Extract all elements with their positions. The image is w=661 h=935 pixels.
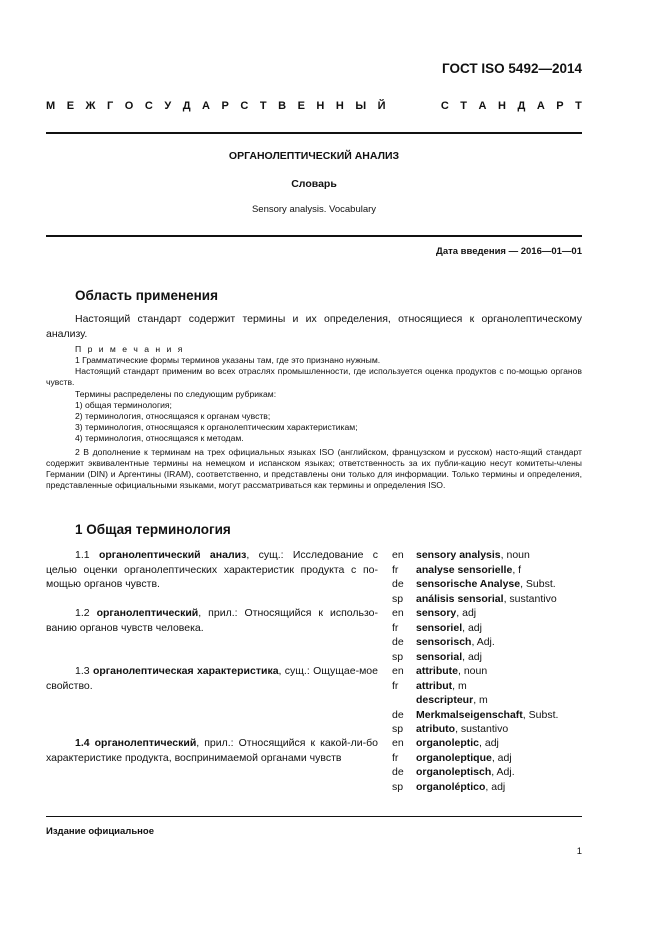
term-number: 1.2 — [75, 607, 90, 619]
term-equivalents — [392, 736, 515, 794]
equivalent-row — [392, 751, 515, 766]
equivalent-row — [392, 722, 558, 737]
term-name: органолептический — [96, 607, 199, 619]
grammar-note: , adj — [456, 607, 477, 619]
grammar-note: , m — [452, 679, 467, 692]
term-number: 1.1 — [75, 549, 90, 561]
notes-title: П р и м е ч а н и я — [75, 344, 185, 354]
grammar-note: , adj — [462, 621, 482, 634]
grammar-note: , Adj. — [471, 636, 495, 648]
banner-gap — [412, 100, 415, 112]
language-code: sp — [392, 723, 404, 735]
english-title: Sensory analysis. Vocabulary — [251, 204, 377, 215]
term-name: органолептический — [94, 737, 197, 749]
term-definition — [46, 736, 378, 765]
document-subtitle: Словарь — [291, 178, 337, 190]
equivalent-term: sensoriel — [416, 621, 463, 634]
equivalent-term: Merkmalseigenschaft — [416, 708, 523, 721]
interstate-standard-banner — [46, 100, 582, 112]
banner-gap — [397, 100, 400, 112]
equivalent-row — [392, 650, 495, 665]
term-equivalents — [392, 664, 558, 737]
term-text: , сущ.: Исследование с целью оценки органолептических характеристик продукта с по-мощью органов чувств. — [46, 549, 379, 590]
equivalent-row — [392, 548, 557, 563]
equivalent-term: organoleptisch — [416, 766, 492, 778]
banner-letter: Н — [498, 100, 506, 112]
banner-letter: Т — [575, 100, 582, 112]
equivalent-term: sensory — [416, 607, 457, 619]
banner-letter: Г — [107, 100, 114, 112]
equivalent-row — [392, 736, 515, 751]
effective-date: Дата введения — 2016—01—01 — [436, 246, 582, 257]
note-line: 1) общая терминология; — [75, 400, 172, 410]
grammar-note: , noun — [500, 549, 530, 561]
footer-rule — [46, 816, 582, 817]
equivalent-row — [392, 693, 558, 708]
equivalent-row — [392, 679, 558, 694]
equivalent-term: sensorisch — [416, 636, 472, 648]
section-heading: 1 Общая терминология — [75, 522, 231, 537]
language-code: fr — [392, 621, 399, 634]
title-rule — [46, 235, 582, 237]
header-rule — [46, 132, 582, 134]
banner-letter: А — [478, 100, 487, 112]
grammar-note: , adj — [485, 780, 506, 793]
note-line: 4) терминология, относящаяся к методам. — [75, 433, 244, 443]
language-code: de — [392, 708, 404, 721]
banner-letter: Е — [66, 100, 75, 112]
banner-letter: Й — [377, 100, 386, 112]
language-code: en — [392, 607, 404, 619]
grammar-note: , m — [473, 694, 488, 706]
equivalent-term: organoleptic — [416, 737, 480, 749]
language-code — [392, 693, 416, 708]
language-code: sp — [392, 650, 404, 663]
banner-letter: С — [240, 100, 249, 112]
equivalent-term: attribut — [416, 679, 453, 692]
banner-letter: Н — [316, 100, 325, 112]
equivalent-term: sensory analysis — [416, 549, 501, 561]
equivalent-term: attribute — [416, 665, 458, 677]
note-line: 2 В дополнение к терминам на трех официальных языках ISO (английском, французском и русском) насто-ящий стандарт содержит эквивалентные термины на немецком и испанском языках; ответственность за их публи-кацию несут комитеты-члены Германии (DIN) и Аргентины (IRAM), соответственно, и представлены они только для информации. Только термины и определения, представленные официальными языками, могут рассматриваться как термины и определения ISO. — [46, 447, 582, 490]
equivalent-row — [392, 664, 558, 679]
grammar-note: , Subst. — [522, 708, 559, 721]
language-code: sp — [392, 592, 404, 605]
term-name: органолептический анализ — [98, 549, 247, 561]
banner-letter: Д — [517, 100, 526, 112]
term-name: органолептическая характеристика — [92, 665, 279, 677]
document-title: ОРГАНОЛЕПТИЧЕСКИЙ АНАЛИЗ — [228, 150, 400, 162]
term-text: , сущ.: Ощущае-мое свойство. — [46, 665, 378, 692]
banner-letter: Ы — [355, 100, 367, 112]
term-definition — [46, 548, 378, 592]
term-definition — [46, 664, 378, 693]
language-code: en — [392, 665, 404, 677]
equivalent-row — [392, 592, 557, 607]
scope-heading: Область применения — [75, 288, 218, 303]
equivalent-row — [392, 780, 515, 795]
equivalent-term: atributo — [416, 723, 456, 735]
grammar-note: , Adj. — [491, 766, 515, 778]
note-line: Настоящий стандарт применим во всех отраслях промышленности, где используется оценка продуктов с по-мощью органов чувств. — [46, 366, 582, 387]
equivalent-row — [392, 621, 495, 636]
banner-letter: В — [278, 100, 287, 112]
equivalent-term: sensorische Analyse — [416, 578, 521, 590]
grammar-note: , Subst. — [520, 578, 556, 590]
term-number: 1.3 — [75, 665, 90, 677]
note-line: 2) терминология, относящаяся к органам чувств; — [75, 411, 271, 421]
equivalent-row — [392, 635, 495, 650]
grammar-note: , sustantivo — [455, 723, 509, 735]
language-code: fr — [392, 751, 399, 764]
equivalent-row — [392, 765, 515, 780]
equivalent-row — [392, 708, 558, 723]
language-code: de — [392, 766, 404, 778]
language-code: de — [392, 578, 404, 590]
equivalent-term: descripteur — [416, 694, 474, 706]
grammar-note: , adj — [491, 751, 512, 764]
term-definition — [46, 606, 378, 635]
banner-letter: Т — [259, 100, 267, 112]
language-code: fr — [392, 563, 399, 576]
note-line: 1 Грамматические формы терминов указаны там, где это признано нужным. — [75, 355, 381, 365]
grammar-note: , adj — [479, 737, 499, 749]
language-code: de — [392, 636, 404, 648]
grammar-note: , adj — [462, 650, 482, 663]
banner-letter: Р — [221, 100, 229, 112]
banner-letter: А — [202, 100, 210, 112]
term-text: , прил.: Относящийся к какой-ли-бо характеристике продукта, воспринимаемой органами чувств — [46, 737, 379, 764]
language-code: sp — [392, 780, 404, 793]
banner-letter: О — [124, 100, 134, 112]
term-equivalents — [392, 606, 495, 664]
language-code: fr — [392, 679, 399, 692]
banner-letter: Н — [335, 100, 344, 112]
banner-letter: Д — [182, 100, 191, 112]
note-line: 3) терминология, относящаяся к органолептическим характеристикам; — [75, 422, 358, 432]
equivalent-term: analyse sensorielle — [416, 563, 513, 576]
banner-letter: У — [164, 100, 172, 112]
banner-letter: Р — [556, 100, 564, 112]
scope-paragraph: Настоящий стандарт содержит термины и их определения, относящиеся к органолептическому анализу. — [46, 313, 582, 340]
language-code: en — [392, 549, 404, 561]
banner-letter: М — [46, 100, 56, 112]
equivalent-term: organoleptique — [416, 751, 492, 764]
equivalent-term: análisis sensorial — [416, 592, 504, 605]
banner-gap — [426, 100, 429, 112]
banner-letter: А — [536, 100, 545, 112]
banner-letter: С — [440, 100, 449, 112]
banner-letter: Т — [460, 100, 468, 112]
edition-label: Издание официальное — [46, 826, 154, 837]
standard-code: ГОСТ ISO 5492—2014 — [442, 61, 582, 76]
term-text: , прил.: Относящийся к использо-ванию органов чувств человека. — [46, 607, 378, 634]
equivalent-row — [392, 606, 495, 621]
term-equivalents — [392, 548, 557, 606]
page-number: 1 — [576, 846, 582, 857]
equivalent-row — [392, 577, 557, 592]
equivalent-term: sensorial — [416, 650, 463, 663]
grammar-note: , f — [512, 563, 522, 576]
note-line: Термины распределены по следующим рубрикам: — [75, 389, 277, 399]
banner-letter: Е — [297, 100, 305, 112]
equivalent-row — [392, 563, 557, 578]
banner-letter: Ж — [85, 100, 96, 112]
language-code: en — [392, 737, 404, 749]
grammar-note: , sustantivo — [503, 592, 557, 605]
banner-letter: С — [144, 100, 153, 112]
grammar-note: , noun — [458, 665, 488, 677]
equivalent-term: organoléptico — [416, 780, 486, 793]
term-number: 1.4 — [75, 737, 90, 749]
